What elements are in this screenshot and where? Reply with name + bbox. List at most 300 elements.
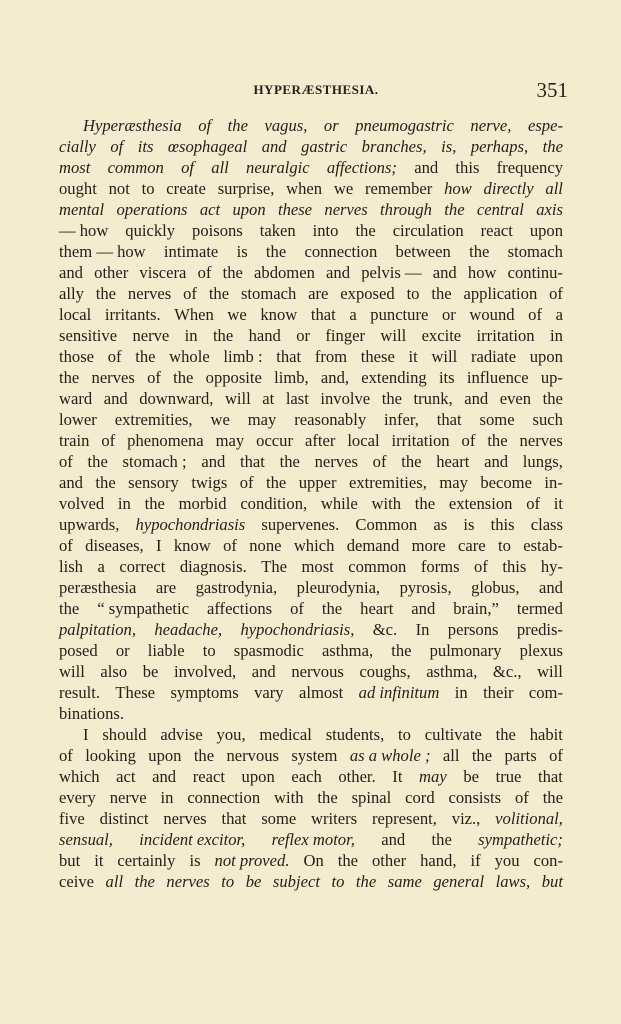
text-word: the xyxy=(173,368,194,387)
text-word: ad infinitum xyxy=(358,683,440,702)
text-word: involve xyxy=(320,389,371,408)
text-word: ought xyxy=(59,179,97,198)
text-word: involved, xyxy=(173,662,237,681)
text-word: the xyxy=(212,326,234,345)
text-word: &c., xyxy=(492,662,522,681)
text-line xyxy=(59,535,563,556)
text-word: most xyxy=(301,557,334,576)
text-word: at xyxy=(262,389,275,408)
text-word: are xyxy=(308,284,329,303)
text-word: hypochondriasis xyxy=(135,515,246,534)
text-word: hypochondriasis, xyxy=(240,620,355,639)
text-word: upon xyxy=(148,746,182,765)
text-word: wound xyxy=(469,305,515,324)
text-line xyxy=(59,808,563,829)
text-word: These xyxy=(115,683,156,702)
text-word: affections xyxy=(206,599,273,618)
text-word: create xyxy=(166,179,206,198)
text-word: of xyxy=(528,305,542,324)
text-word: through xyxy=(380,200,432,219)
text-word: parts xyxy=(504,746,537,765)
text-line xyxy=(59,556,563,577)
text-word: cord xyxy=(405,788,435,807)
text-line xyxy=(59,346,563,367)
text-line xyxy=(59,661,563,682)
text-word: symptoms xyxy=(170,683,239,702)
text-word: all xyxy=(545,179,563,198)
text-word: how xyxy=(444,179,472,198)
text-word: which xyxy=(59,767,100,786)
text-word: of xyxy=(239,473,254,492)
text-word: whole xyxy=(169,347,210,366)
text-word: of xyxy=(197,263,212,282)
text-word: spasmodic xyxy=(233,641,304,660)
text-word: stomach xyxy=(240,284,297,303)
text-word: ceive xyxy=(59,872,95,891)
text-word: poisons xyxy=(192,221,243,240)
text-word: subject xyxy=(272,872,320,891)
text-word: most xyxy=(59,158,91,177)
text-word: each xyxy=(291,767,322,786)
text-word: last xyxy=(285,389,309,408)
text-word: in xyxy=(454,683,468,702)
text-word: not proved. xyxy=(214,851,290,870)
text-word: the xyxy=(279,452,300,471)
text-word: may xyxy=(247,410,277,429)
text-word: predis- xyxy=(516,620,563,639)
text-word: persons xyxy=(447,620,499,639)
text-line xyxy=(59,640,563,661)
text-word: influence xyxy=(466,368,529,387)
text-word: become xyxy=(480,473,532,492)
text-word: peræsthesia xyxy=(59,578,137,597)
text-word: advise xyxy=(160,725,203,744)
text-line xyxy=(59,493,563,514)
text-line xyxy=(59,703,563,724)
text-word: cultivate xyxy=(424,725,482,744)
text-word: are xyxy=(155,578,177,597)
text-word: upwards, xyxy=(59,515,120,534)
text-word: diagnosis. xyxy=(179,557,247,576)
text-word: pyrosis, xyxy=(399,578,452,597)
text-word: you xyxy=(494,851,520,870)
text-word: other xyxy=(94,263,129,282)
text-word: connection xyxy=(187,788,261,807)
text-word: diseases, xyxy=(85,536,144,555)
text-word: a xyxy=(97,557,105,576)
text-word: medical xyxy=(259,725,312,744)
text-word: upon xyxy=(232,200,266,219)
text-word: morbid xyxy=(178,494,227,513)
text-word: and xyxy=(432,263,457,282)
text-word: which xyxy=(293,536,335,555)
text-word: surprise, xyxy=(217,179,275,198)
text-word: and, xyxy=(320,368,350,387)
text-word: it xyxy=(408,347,418,366)
text-word: nerves xyxy=(314,452,358,471)
text-word: supervenes. xyxy=(261,515,340,534)
text-word: that xyxy=(276,347,302,366)
text-word: I xyxy=(83,725,89,744)
text-word: affections; xyxy=(326,158,397,177)
text-word: their xyxy=(483,683,514,702)
text-word: as a whole ; xyxy=(349,746,431,765)
text-line xyxy=(59,178,563,199)
text-word: of xyxy=(181,158,195,177)
text-word: some xyxy=(261,809,297,828)
text-word: in- xyxy=(544,473,563,492)
text-line xyxy=(59,724,563,745)
text-word: coughs, xyxy=(359,662,411,681)
text-word: we xyxy=(210,410,230,429)
text-word: it xyxy=(94,851,104,870)
text-word: how xyxy=(467,263,497,282)
text-word: other xyxy=(372,851,407,870)
text-word: globus, xyxy=(471,578,520,597)
text-word: not xyxy=(108,179,130,198)
text-word: sensual, xyxy=(59,830,113,849)
text-word: central xyxy=(476,200,524,219)
text-word: of xyxy=(183,284,197,303)
text-word: none xyxy=(249,536,282,555)
text-word: the xyxy=(469,242,490,261)
text-word: opposite xyxy=(205,368,262,387)
text-word: and xyxy=(414,158,439,177)
text-word: that xyxy=(240,452,265,471)
text-word: to xyxy=(202,641,216,660)
text-word: extremities, xyxy=(114,410,193,429)
text-word: of xyxy=(474,557,488,576)
page-header xyxy=(64,78,568,106)
text-word: stomach ; xyxy=(122,452,187,471)
text-word: while xyxy=(320,494,358,513)
text-word: train xyxy=(59,431,90,450)
text-word: binations. xyxy=(59,704,124,723)
text-word: com- xyxy=(528,683,563,702)
text-word: of xyxy=(223,536,237,555)
text-line xyxy=(59,577,563,598)
text-word: this xyxy=(490,515,515,534)
text-word: local xyxy=(59,305,92,324)
text-word: the xyxy=(414,494,436,513)
text-word: occur xyxy=(256,431,293,450)
text-word: ward xyxy=(59,389,93,408)
text-word: the xyxy=(135,347,156,366)
text-word: lish xyxy=(59,557,83,576)
text-word: and xyxy=(251,662,276,681)
text-line xyxy=(59,472,563,493)
text-word: the xyxy=(355,872,377,891)
text-word: to xyxy=(221,872,235,891)
text-word: nervous xyxy=(226,746,279,765)
text-word: abdomen xyxy=(254,263,315,282)
text-word: common xyxy=(348,557,407,576)
text-line xyxy=(59,745,563,766)
text-word: and xyxy=(261,137,287,156)
text-word: nerve xyxy=(132,326,170,345)
text-word: radiate xyxy=(470,347,517,366)
text-word: of xyxy=(107,347,122,366)
text-word: of xyxy=(110,137,124,156)
text-word: limb, xyxy=(274,368,309,387)
text-word: the xyxy=(59,599,80,618)
text-word: quickly xyxy=(125,221,176,240)
text-word: nerves xyxy=(519,431,563,450)
text-word: headache, xyxy=(154,620,223,639)
text-word: &c. xyxy=(372,620,398,639)
text-word: should xyxy=(102,725,147,744)
text-word: forms xyxy=(420,557,460,576)
text-line xyxy=(59,157,563,178)
text-word: with xyxy=(371,494,402,513)
text-word: up- xyxy=(540,368,563,387)
text-word: sympathetic; xyxy=(478,830,563,849)
text-word: twigs xyxy=(191,473,228,492)
text-word: the xyxy=(542,137,563,156)
text-word: operations xyxy=(116,200,188,219)
text-word: class xyxy=(530,515,563,534)
text-word: I xyxy=(156,536,162,555)
text-word: volitional, xyxy=(495,809,563,828)
text-line xyxy=(59,115,563,136)
text-line xyxy=(59,682,563,703)
text-word: mental xyxy=(59,200,105,219)
text-word: habit xyxy=(529,725,563,744)
text-line xyxy=(59,829,563,850)
text-word: this xyxy=(455,158,480,177)
text-word: of xyxy=(372,452,387,471)
text-word: and xyxy=(103,389,128,408)
text-word: termed xyxy=(516,599,563,618)
text-word: irritation xyxy=(476,326,535,345)
text-word: a xyxy=(555,305,563,324)
text-word: connection xyxy=(304,242,378,261)
text-word: asthma, xyxy=(321,641,374,660)
text-word: reflex motor, xyxy=(271,830,355,849)
text-word: some xyxy=(479,410,515,429)
text-word: to xyxy=(497,536,511,555)
text-word: know xyxy=(173,536,211,555)
text-word: hand xyxy=(248,326,281,345)
text-word: that xyxy=(310,305,336,324)
text-word: the xyxy=(381,389,402,408)
text-word: palpitation, xyxy=(59,620,136,639)
text-word: the xyxy=(222,263,243,282)
text-word: extremities, xyxy=(349,473,427,492)
text-word: the xyxy=(95,473,116,492)
text-word: may xyxy=(215,431,245,450)
text-word: will xyxy=(380,326,407,345)
text-word: nerves xyxy=(163,809,207,828)
text-word: intimate xyxy=(163,242,219,261)
text-word: may xyxy=(439,473,468,492)
text-word: of xyxy=(549,284,563,303)
text-line xyxy=(59,199,563,220)
text-word: and xyxy=(59,263,83,282)
text-word: be xyxy=(245,872,262,891)
text-word: of xyxy=(59,452,73,471)
text-word: cially xyxy=(59,137,96,156)
text-word: œsophageal xyxy=(167,137,248,156)
body-text xyxy=(59,115,563,892)
text-word: every xyxy=(59,788,96,807)
text-word: will xyxy=(431,347,458,366)
text-line xyxy=(59,220,563,241)
text-word: the xyxy=(59,368,80,387)
text-word: that xyxy=(436,410,462,429)
text-word: act xyxy=(199,200,221,219)
text-word: pleurodynia, xyxy=(296,578,381,597)
text-word: or xyxy=(441,305,456,324)
text-word: vary xyxy=(254,683,284,702)
text-word: act xyxy=(116,767,136,786)
text-word: vagus, xyxy=(264,116,308,135)
text-word: when xyxy=(286,179,323,198)
text-word: perhaps, xyxy=(470,137,529,156)
text-line xyxy=(59,409,563,430)
text-word: phenomena xyxy=(127,431,204,450)
text-word: application xyxy=(463,284,538,303)
text-word: and xyxy=(326,263,351,282)
text-word: and xyxy=(59,473,83,492)
text-word: axis xyxy=(536,200,563,219)
text-word: may xyxy=(419,767,447,786)
text-word: of xyxy=(549,746,563,765)
text-word: the xyxy=(337,851,359,870)
text-word: the xyxy=(266,473,287,492)
text-word: and xyxy=(152,767,177,786)
text-word: into xyxy=(312,221,339,240)
text-word: sensitive xyxy=(59,326,118,345)
text-word: the xyxy=(542,788,563,807)
text-word: nerve, xyxy=(470,116,512,135)
text-word: such xyxy=(532,410,563,429)
text-word: Hyperæsthesia xyxy=(83,116,182,135)
text-word: trunk, xyxy=(413,389,453,408)
text-line xyxy=(59,325,563,346)
text-word: in xyxy=(184,326,198,345)
text-word: taken xyxy=(259,221,296,240)
text-word: limb : xyxy=(223,347,263,366)
text-word: its xyxy=(438,368,455,387)
text-word: the xyxy=(431,830,452,849)
text-word: the xyxy=(471,746,493,765)
text-line xyxy=(59,598,563,619)
text-word: sensory xyxy=(128,473,179,492)
text-word: heart xyxy=(360,599,394,618)
text-word: stomach xyxy=(507,242,563,261)
text-word: consists xyxy=(448,788,502,807)
text-word: that xyxy=(221,809,247,828)
text-word: reasonably xyxy=(294,410,367,429)
text-word: neuralgic xyxy=(246,158,310,177)
text-word: the xyxy=(144,494,165,513)
text-line xyxy=(59,388,563,409)
text-word: those xyxy=(59,347,95,366)
text-word: the xyxy=(391,641,412,660)
text-word: of xyxy=(290,599,304,618)
text-word: asthma, xyxy=(426,662,478,681)
text-word: upon xyxy=(529,347,563,366)
text-word: nerves xyxy=(127,284,172,303)
text-word: distinct xyxy=(99,809,149,828)
text-word: we xyxy=(227,305,247,324)
text-word: with xyxy=(274,788,304,807)
text-word: will xyxy=(224,389,251,408)
text-word: espe- xyxy=(527,116,563,135)
page-number: 351 xyxy=(536,78,568,102)
text-word: infer, xyxy=(384,410,419,429)
text-word: extension xyxy=(448,494,513,513)
text-word: In xyxy=(415,620,430,639)
text-word: that xyxy=(538,767,563,786)
text-word: the xyxy=(444,200,465,219)
text-word: posed xyxy=(59,641,98,660)
text-word: in xyxy=(549,326,563,345)
text-word: On xyxy=(303,851,324,870)
text-word: if xyxy=(470,851,481,870)
text-word: know xyxy=(260,305,298,324)
text-word: general xyxy=(433,872,485,891)
text-word: and xyxy=(411,599,436,618)
text-line xyxy=(59,304,563,325)
text-word: heart xyxy=(436,452,470,471)
text-word: gastrodynia, xyxy=(195,578,278,597)
text-word: nerve xyxy=(109,788,147,807)
text-word: and xyxy=(201,452,226,471)
text-word: excite xyxy=(421,326,462,345)
text-word: nervous xyxy=(291,662,344,681)
text-word: the xyxy=(495,725,516,744)
text-word: of xyxy=(147,368,161,387)
text-word: condition, xyxy=(240,494,308,513)
text-word: remember xyxy=(365,179,433,198)
text-word: irritation xyxy=(391,431,450,450)
text-word: Common xyxy=(355,515,418,534)
text-word: continu- xyxy=(507,263,563,282)
text-word: The xyxy=(261,557,288,576)
text-word: of xyxy=(198,116,212,135)
text-word: is xyxy=(463,515,475,534)
text-word: system xyxy=(291,746,338,765)
text-word: the xyxy=(487,431,508,450)
text-word: we xyxy=(333,179,354,198)
text-word: will xyxy=(59,662,85,681)
text-word: upon xyxy=(529,221,563,240)
text-word: nerves xyxy=(324,200,368,219)
text-word: from xyxy=(314,347,348,366)
text-word: all xyxy=(211,158,229,177)
text-word: “ sympathetic xyxy=(97,599,189,618)
text-line xyxy=(59,871,563,892)
text-word: also xyxy=(100,662,128,681)
text-word: downward, xyxy=(139,389,214,408)
text-word: will xyxy=(537,662,563,681)
text-word: a xyxy=(349,305,357,324)
text-word: five xyxy=(59,809,85,828)
text-line xyxy=(59,241,563,262)
text-word: react xyxy=(480,221,513,240)
text-word: When xyxy=(174,305,214,324)
text-word: to xyxy=(398,725,411,744)
text-line xyxy=(59,514,563,535)
text-word: or xyxy=(296,326,311,345)
text-word: incident excitor, xyxy=(139,830,246,849)
text-word: frequency xyxy=(496,158,563,177)
text-word: care xyxy=(458,536,486,555)
text-word: — how xyxy=(59,221,109,240)
text-line xyxy=(59,850,563,871)
